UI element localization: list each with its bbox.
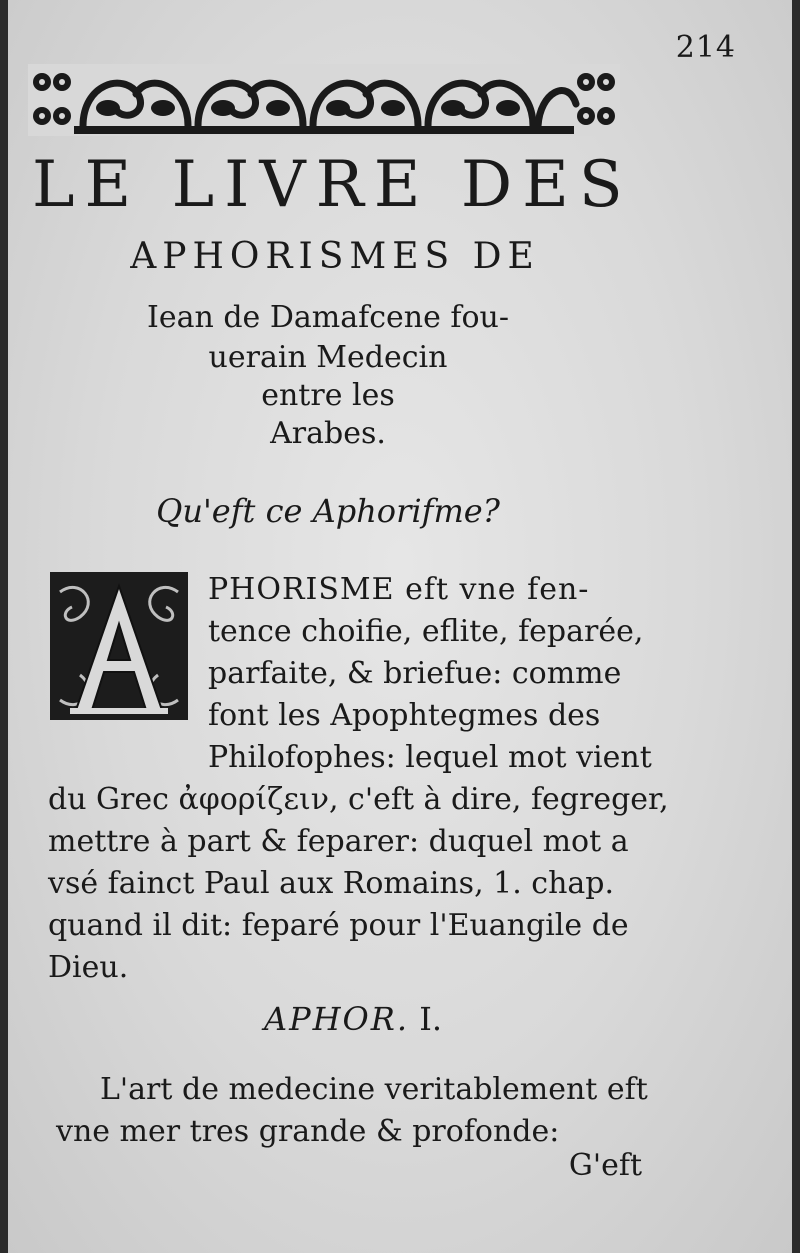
body-line-7: mettre à part & feparer: duquel mot a: [48, 824, 629, 859]
body-line-3: parfaite, & briefue: comme: [208, 656, 622, 691]
catchword: G'eft: [568, 1148, 642, 1183]
body-line-4: font les Apophtegmes des: [208, 698, 601, 733]
body-line-8: vsé fainct Paul aux Romains, 1. chap.: [48, 866, 615, 901]
page-number: 214: [675, 30, 736, 65]
aphorism-heading: [8, 1000, 698, 1038]
aphorism-line-2: vne mer tres grande & profonde:: [56, 1114, 560, 1149]
aphorism-label: APHOR.: [263, 1000, 410, 1038]
floral-headpiece-ornament: [28, 64, 620, 136]
body-line-5: Philofophes: lequel mot vient: [208, 740, 652, 775]
section-question: Qu'eft ce Aphorifme?: [156, 492, 500, 530]
title-line-6: Arabes.: [270, 416, 386, 451]
title-line-2: APHORISMES DE: [130, 236, 540, 277]
body-line-1: PHORISME eft vne fen-: [208, 572, 590, 607]
body-line-6: du Grec ἀφορίζειν, c'eft à dire, fegreger,: [48, 782, 669, 817]
body-line-2: tence choifie, eflite, feparée,: [208, 614, 644, 649]
title-line-4: uerain Medecin: [208, 340, 448, 375]
body-line-9: quand il dit: feparé pour l'Euangile de: [48, 908, 629, 943]
title-line-3: Iean de Damafcene fou-: [146, 300, 509, 335]
aphorism-line-1: L'art de medecine veritablement eft: [100, 1072, 648, 1107]
body-line-10: Dieu.: [48, 950, 129, 985]
title-line-5: entre les: [261, 378, 395, 413]
drop-cap-initial-a: [50, 572, 188, 720]
title-line-1: LE LIVRE DES: [32, 148, 633, 222]
aphorism-number: I.: [419, 1000, 443, 1038]
book-page: [8, 0, 792, 1253]
